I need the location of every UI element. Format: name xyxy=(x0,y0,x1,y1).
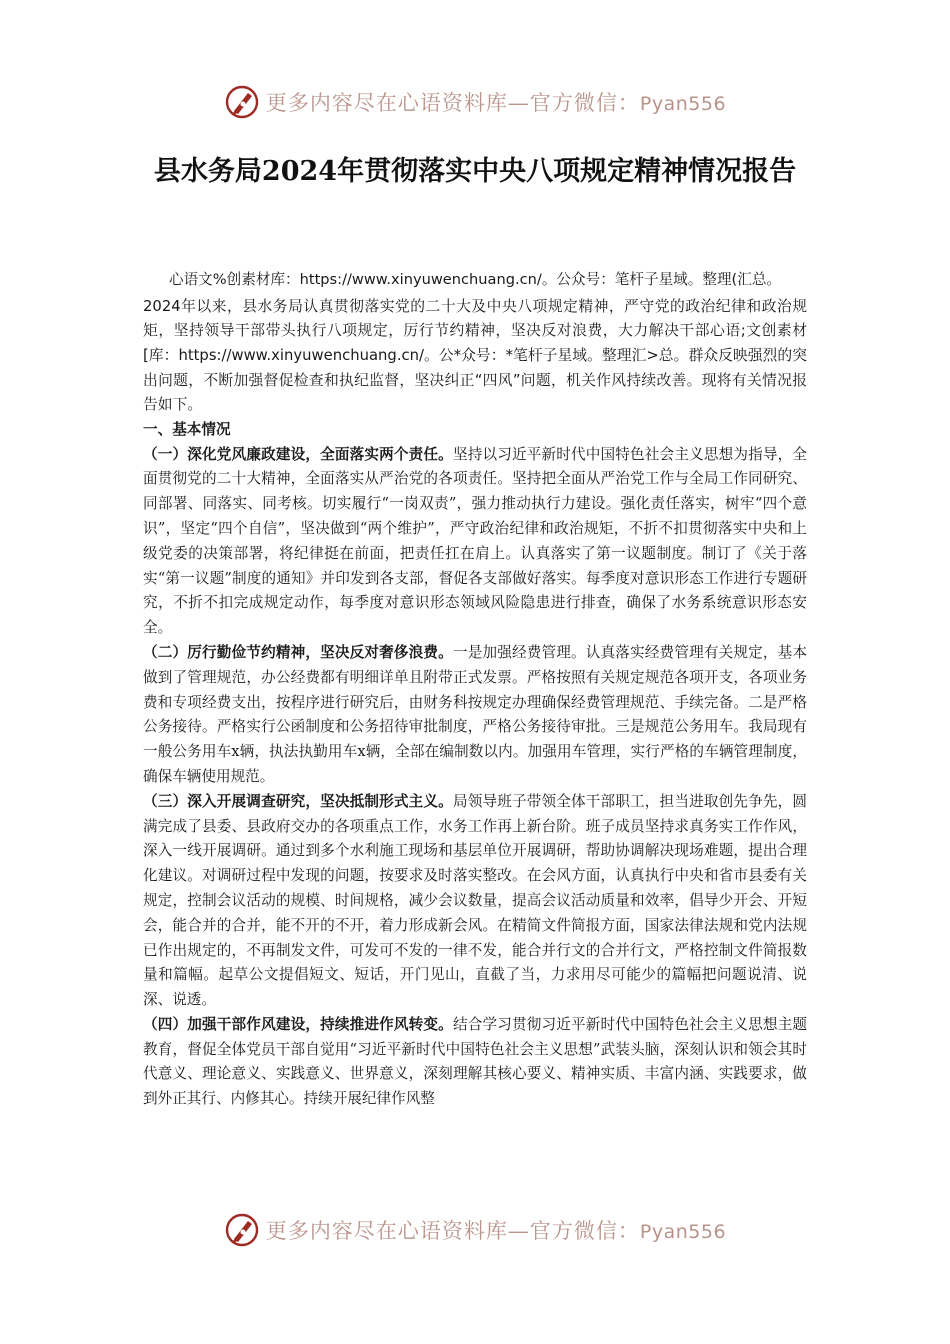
subsection-body: 结合学习贯彻习近平新时代中国特色社会主义思想主题教育，督促全体党员干部自觉用“习近平新时代中国特色社会主义思想”武装头脑，深刻认识和领会其时代意义、理论意义、实践意义、世界意义，深刻理解其核心要义、精神实质、丰富内涵、实践要求，做到外正其行、内修其心。持续开展纪律作风整 xyxy=(143,1015,807,1108)
document-title: 县水务局2024年贯彻落实中央八项规定精神情况报告 xyxy=(153,156,797,187)
intro-paragraph: 2024年以来，县水务局认真贯彻落实党的二十大及中央八项规定精神，严守党的政治纪律和政治规矩，坚持领导干部带头执行八项规定，厉行节约精神，坚决反对浪费，大力解决干部心语;文创素材[库：https://www.xinyuwenchuang.cn/。公*众号：*笔杆子星域。整理汇>总。群众反映强烈的突出问题，不断加强督促检查和执纪监督，坚决纠正“四风”问题，机关作风持续改善。现将有关情况报告如下。 xyxy=(143,297,807,414)
subsection-heading: （三）深入开展调查研究，坚决抵制形式主义。 xyxy=(143,792,453,810)
source-line: 心语文%创素材库：https://www.xinyuwenchuang.cn/。公众号：笔杆子星域。整理(汇总。 xyxy=(168,271,782,288)
banner-text: 更多内容尽在心语资料库—官方微信：Pyan556 xyxy=(265,1219,727,1243)
banner-text: 更多内容尽在心语资料库—官方微信：Pyan556 xyxy=(265,91,727,115)
section-paragraph-1 xyxy=(143,443,807,641)
section-paragraph-2 xyxy=(143,641,807,790)
section-paragraph-4 xyxy=(143,1013,807,1112)
subsection-heading: （四）加强干部作风建设，持续推进作风转变。 xyxy=(143,1015,453,1033)
pen-logo-icon xyxy=(224,84,260,120)
pen-logo-icon xyxy=(224,1212,260,1248)
subsection-heading: （一）深化党风廉政建设，全面落实两个责任。 xyxy=(143,445,453,463)
section-heading: 一、基本情况 xyxy=(143,420,231,438)
footer-banner xyxy=(0,1208,950,1252)
subsection-body: 一是加强经费管理。认真落实经费管理有关规定，基本做到了管理规范，办公经费都有明细详单且附带正式发票。严格按照有关规定规范各项开支，各项业务费和专项经费支出，按程序进行研究后，由财务科按规定办理确保经费管理规范、手续完备。二是严格公务接待。严格实行公函制度和公务招待审批制度，严格公务接待审批。三是规范公务用车。我局现有一般公务用车x辆，执法执勤用车x辆，全部在编制数以内。加强用车管理，实行严格的车辆管理制度，确保车辆使用规范。 xyxy=(143,643,807,785)
section-paragraph-3 xyxy=(143,790,807,1013)
header-banner xyxy=(0,80,950,124)
subsection-body: 局领导班子带领全体干部职工，担当进取创先争先，圆满完成了县委、县政府交办的各项重点工作，水务工作再上新台阶。班子成员坚持求真务实工作作风，深入一线开展调研。通过到多个水利施工现场和基层单位开展调研，帮助协调解决现场难题，提出合理化建议。对调研过程中发现的问题，按要求及时落实整改。在会风方面，认真执行中央和省市县委有关规定，控制会议活动的规模、时间规格，减少会议数量，提高会议活动质量和效率，倡导少开会、开短会，能合并的合并，能不开的不开，着力形成新会风。在精简文件简报方面，国家法律法规和党内法规已作出规定的，不再制发文件，可发可不发的一律不发，能合并行文的合并行文，严格控制文件简报数量和篇幅。起草公文提倡短文、短话，开门见山，直截了当，力求用尽可能少的篇幅把问题说清、说深、说透。 xyxy=(143,792,807,1009)
wechat-id: Pyan556 xyxy=(639,93,727,115)
wechat-id: Pyan556 xyxy=(639,1221,727,1243)
subsection-heading: （二）厉行勤俭节约精神，坚决反对奢侈浪费。 xyxy=(143,643,453,661)
subsection-body: 坚持以习近平新时代中国特色社会主义思想为指导，全面贯彻党的二十大精神，全面落实从严治党的各项责任。坚持把全面从严治党工作与全局工作同研究、同部署、同落实、同考核。切实履行“一岗双责”，强力推动执行力建设。强化责任落实，树牢“四个意识”，坚定“四个自信”，坚决做到“两个维护”，严守政治纪律和政治规矩，不折不扣贯彻落实中央和上级党委的决策部署，将纪律挺在前面，把责任扛在肩上。认真落实了第一议题制度。制订了《关于落实“第一议题”制度的通知》并印发到各支部，督促各支部做好落实。每季度对意识形态工作进行专题研究，不折不扣完成规定动作，每季度对意识形态领域风险隐患进行排查，确保了水务系统意识形态安全。 xyxy=(143,445,807,637)
document-body xyxy=(143,268,807,1112)
